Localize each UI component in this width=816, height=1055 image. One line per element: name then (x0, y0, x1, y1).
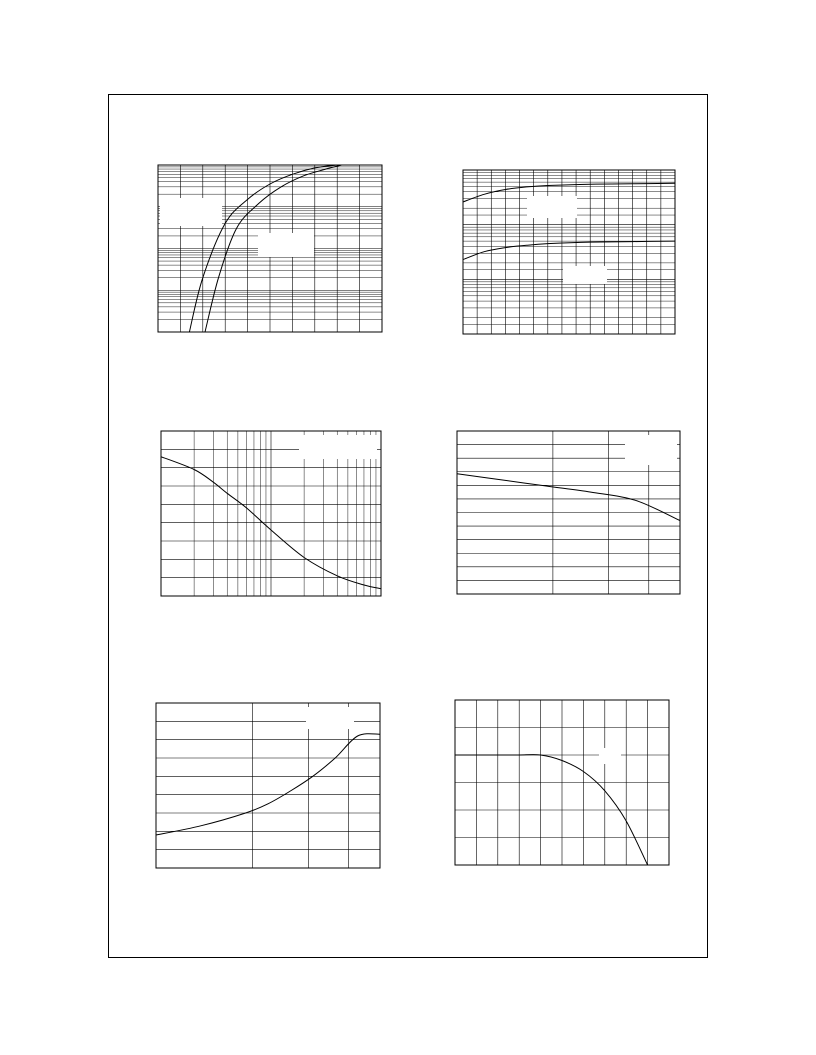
chart-6 (455, 700, 669, 865)
chart-6-grid (455, 700, 669, 865)
chart-2-series-2 (463, 241, 675, 260)
chart-2-legend-lower (563, 266, 607, 284)
chart-5-series-1 (156, 734, 380, 835)
chart-3 (161, 431, 381, 596)
chart-6-legend (599, 748, 621, 764)
chart-1-legend-center (258, 233, 314, 257)
chart-2-frame (463, 170, 675, 334)
chart-5-legend (306, 707, 354, 729)
chart-5 (156, 703, 380, 868)
chart-2 (463, 170, 675, 334)
chart-1-legend-left (160, 198, 222, 226)
chart-4 (457, 431, 680, 594)
chart-3-legend (299, 435, 377, 459)
chart-2-legend-upper (527, 196, 577, 218)
chart-4-legend (625, 435, 677, 465)
chart-4-series-1 (457, 474, 680, 521)
chart-1 (158, 165, 382, 332)
chart-2-grid (463, 170, 675, 334)
